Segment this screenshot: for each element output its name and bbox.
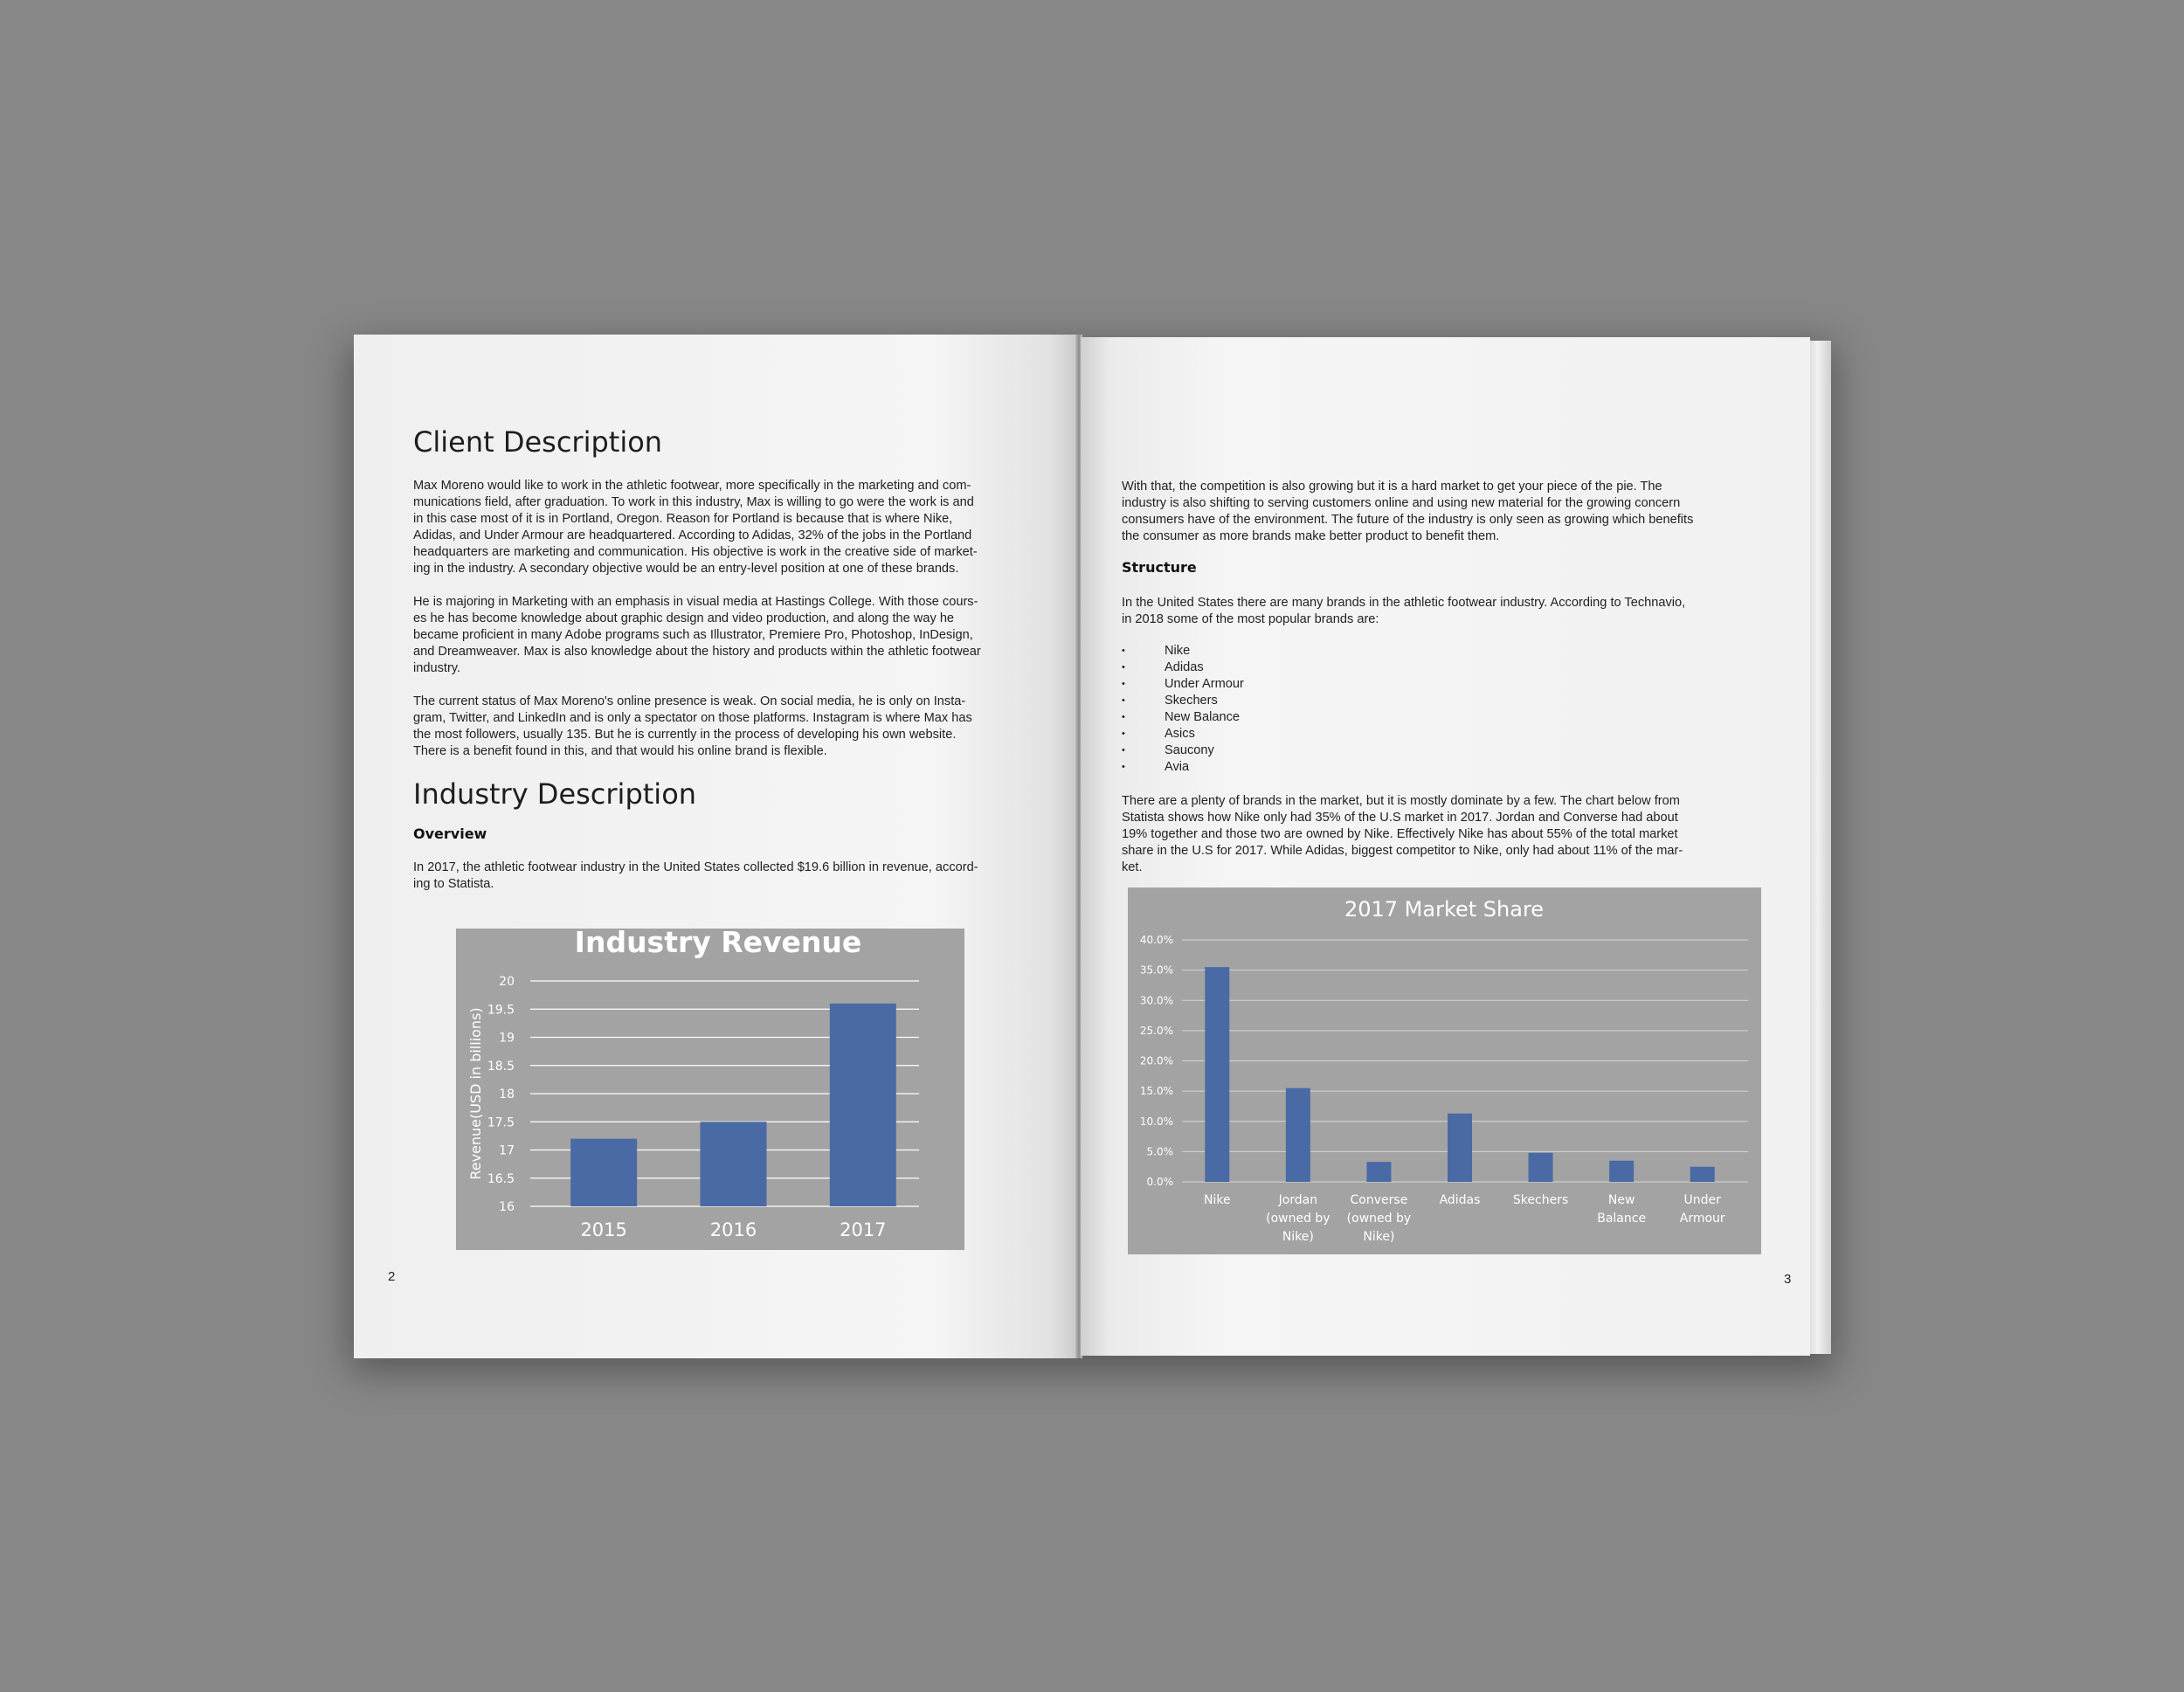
industry-revenue-svg	[456, 929, 964, 1250]
text-line: He is majoring in Marketing with an emphasis in visual media at Hastings College. With those cours-	[413, 595, 978, 609]
bar-adidas	[1448, 1114, 1472, 1182]
list-item: • Saucony	[1122, 742, 1244, 759]
client-description-heading: Client Description	[413, 425, 663, 459]
text-line: Max Moreno would like to work in the athletic footwear, more specifically in the marketing and com-	[413, 479, 971, 493]
bar-2016	[701, 1122, 767, 1206]
x-tick-label: 2017	[840, 1219, 887, 1240]
chart-title: 2017 Market Share	[1344, 897, 1545, 922]
text-line: became proficient in many Adobe programs such as Illustrator, Premiere Pro, Photoshop, InDesign,	[413, 628, 973, 642]
list-item: • Nike	[1122, 643, 1244, 660]
y-tick-label: 19.5	[487, 1003, 515, 1018]
y-tick-label: 30.0%	[1139, 994, 1173, 1007]
bar-converse-(owned by-nike)	[1366, 1162, 1391, 1182]
x-tick-label: Nike	[1203, 1193, 1231, 1207]
market-share-svg	[1128, 887, 1761, 1254]
x-tick-label: Balance	[1597, 1212, 1647, 1226]
text-line: es he has become knowledge about graphic design and video production, and along the way he	[413, 611, 955, 625]
right-page	[1081, 337, 1810, 1356]
y-tick-label: 19	[499, 1031, 515, 1046]
y-tick-label: 17	[499, 1143, 515, 1158]
y-tick-label: 15.0%	[1139, 1085, 1173, 1098]
list-item: • Skechers	[1122, 693, 1244, 709]
left-page	[354, 335, 1079, 1358]
bar-2015	[570, 1139, 637, 1206]
x-tick-label: Converse	[1350, 1193, 1408, 1207]
bar-under-armour	[1690, 1167, 1715, 1182]
bar-2017	[830, 1004, 896, 1206]
y-tick-label: 20.0%	[1139, 1054, 1173, 1067]
structure-paragraph	[1122, 595, 1685, 628]
y-tick-label: 16	[499, 1200, 515, 1214]
text-line: industry.	[413, 661, 461, 675]
brand-list	[1122, 643, 1244, 776]
list-item: • New Balance	[1122, 709, 1244, 726]
structure-subheading: Structure	[1122, 559, 1197, 576]
x-tick-label: 2015	[580, 1219, 627, 1240]
y-tick-label: 18.5	[487, 1059, 515, 1074]
bar-jordan-(owned by-nike)	[1286, 1088, 1310, 1182]
text-line: gram, Twitter, and LinkedIn and is only a spectator on those platforms. Instagram is where Max has	[413, 711, 972, 725]
text-line: and Dreamweaver. Max is also knowledge about the history and products within the athletic footwear	[413, 645, 981, 659]
text-line: ket.	[1122, 860, 1143, 874]
text-line: Adidas, and Under Armour are headquartered. According to Adidas, 32% of the jobs in the Portland	[413, 528, 972, 542]
text-line: With that, the competition is also growing but it is a hard market to get your piece of the pie. The	[1122, 480, 1662, 494]
list-item: • Asics	[1122, 726, 1244, 742]
x-tick-label: Nike)	[1282, 1230, 1314, 1244]
list-item: • Under Armour	[1122, 676, 1244, 693]
client-paragraph-2	[413, 594, 981, 677]
list-item: • Adidas	[1122, 660, 1244, 676]
text-line: the most followers, usually 135. But he is currently in the process of developing his own website.	[413, 728, 957, 742]
y-tick-label: 17.5	[487, 1115, 515, 1130]
overview-subheading: Overview	[413, 825, 487, 842]
y-tick-label: 5.0%	[1146, 1145, 1173, 1158]
client-paragraph-3	[413, 694, 972, 760]
overview-paragraph	[413, 860, 978, 893]
text-line: headquarters are marketing and communication. His objective is work in the creative side of market-	[413, 545, 978, 559]
y-tick-label: 20	[499, 975, 515, 989]
text-line: 19% together and those two are owned by Nike. Effectively Nike has about 55% of the total market	[1122, 827, 1678, 841]
text-line: in this case most of it is in Portland, Oregon. Reason for Portland is because that is where Nike,	[413, 512, 953, 526]
page-number-right: 3	[1784, 1272, 1792, 1287]
x-tick-label: 2016	[709, 1219, 757, 1240]
industry-revenue-chart	[456, 929, 964, 1250]
text-line: There are a plenty of brands in the market, but it is mostly dominate by a few. The chart below from	[1122, 794, 1680, 808]
y-tick-label: 35.0%	[1139, 963, 1173, 977]
intro-paragraph	[1122, 479, 1693, 545]
industry-description-heading: Industry Description	[413, 777, 697, 811]
x-tick-label: New	[1607, 1193, 1635, 1207]
text-line: Statista shows how Nike only had 35% of the U.S market in 2017. Jordan and Converse had about	[1122, 811, 1678, 825]
x-tick-label: (owned by	[1346, 1212, 1412, 1226]
text-line: ing to Statista.	[413, 877, 494, 891]
text-line: In 2017, the athletic footwear industry in the United States collected $19.6 billion in revenue, accord-	[413, 860, 978, 874]
text-line: share in the U.S for 2017. While Adidas, biggest competitor to Nike, only had about 11% of the mar-	[1122, 844, 1683, 858]
x-tick-label: Adidas	[1439, 1193, 1481, 1207]
x-tick-label: Jordan	[1278, 1193, 1318, 1207]
x-tick-label: Under	[1683, 1193, 1721, 1207]
y-tick-label: 0.0%	[1146, 1176, 1173, 1188]
list-item: • Avia	[1122, 759, 1244, 776]
y-tick-label: 18	[499, 1088, 515, 1102]
y-tick-label: 10.0%	[1139, 1115, 1173, 1128]
text-line: consumers have of the environment. The future of the industry is only seen as growing which benefits	[1122, 513, 1694, 527]
text-line: industry is also shifting to serving customers online and using new material for the growing concern	[1122, 496, 1681, 510]
text-line: There is a benefit found in this, and that would his online brand is flexible.	[413, 744, 827, 758]
x-tick-label: (owned by	[1266, 1212, 1330, 1226]
bar-nike	[1205, 967, 1229, 1182]
market-paragraph	[1122, 793, 1683, 876]
text-line: in 2018 some of the most popular brands are:	[1122, 612, 1379, 626]
text-line: the consumer as more brands make better product to benefit them.	[1122, 529, 1500, 543]
chart-title: Industry Revenue	[574, 929, 862, 959]
text-line: ing in the industry. A secondary objective would be an entry-level position at one of these brands.	[413, 562, 959, 576]
y-tick-label: 40.0%	[1139, 934, 1173, 946]
page-number-left: 2	[388, 1269, 396, 1284]
page-stack-edge	[1808, 341, 1831, 1354]
y-tick-label: 16.5	[487, 1171, 515, 1186]
bar-new-balance	[1609, 1161, 1634, 1182]
y-axis-label: Revenue(USD in billions)	[467, 1007, 484, 1180]
x-tick-label: Armour	[1679, 1212, 1725, 1226]
market-share-chart	[1128, 887, 1761, 1254]
bar-skechers	[1529, 1153, 1553, 1182]
text-line: In the United States there are many brands in the athletic footwear industry. According to Technavio,	[1122, 596, 1686, 610]
x-tick-label: Skechers	[1512, 1193, 1569, 1207]
x-tick-label: Nike)	[1363, 1230, 1395, 1244]
text-line: The current status of Max Moreno's online presence is weak. On social media, he is only on Insta-	[413, 694, 966, 708]
text-line: munications field, after graduation. To work in this industry, Max is willing to go were the work is and	[413, 495, 974, 509]
y-tick-label: 25.0%	[1139, 1024, 1173, 1037]
client-paragraph-1	[413, 478, 978, 577]
